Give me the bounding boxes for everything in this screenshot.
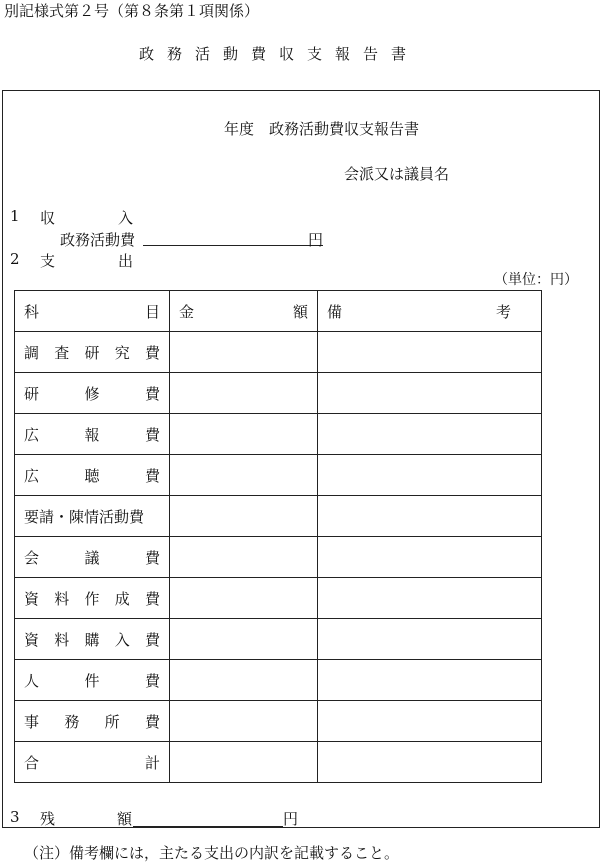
footnote: （注）備考欄には，主たる支出の内訳を記載すること。 bbox=[24, 844, 400, 862]
label-char: 成 bbox=[114, 589, 130, 608]
label-char: 修 bbox=[84, 384, 100, 403]
faction-or-member-label: 会派又は議員名 bbox=[344, 165, 450, 183]
income-section-label-1: 収 bbox=[40, 209, 56, 227]
table-row bbox=[15, 537, 542, 578]
income-item-label: 政務活動費 bbox=[60, 231, 136, 249]
label-char: 購 bbox=[84, 630, 100, 649]
label-char: 料 bbox=[54, 630, 70, 649]
amount-cell[interactable] bbox=[170, 619, 318, 660]
amount-cell[interactable] bbox=[170, 496, 318, 537]
label-char: 所 bbox=[104, 712, 120, 731]
table-row bbox=[15, 619, 542, 660]
label-char: 費 bbox=[144, 589, 160, 608]
expense-section-label-1: 支 bbox=[40, 252, 56, 270]
header-subject bbox=[15, 291, 170, 332]
label-char: 入 bbox=[114, 630, 130, 649]
table-row bbox=[15, 742, 542, 783]
label-char: 聴 bbox=[84, 466, 100, 485]
balance-section-label-2: 額 bbox=[117, 810, 133, 828]
label-char: 査 bbox=[54, 343, 70, 362]
form-reference: 別記様式第２号（第８条第１項関係） bbox=[4, 2, 260, 20]
label-char: 科 bbox=[24, 302, 40, 321]
expense-item-label bbox=[15, 537, 170, 578]
table-header-row bbox=[15, 291, 542, 332]
remarks-cell[interactable] bbox=[318, 332, 542, 373]
header-amount bbox=[170, 291, 318, 332]
amount-cell[interactable] bbox=[170, 373, 318, 414]
table-row bbox=[15, 660, 542, 701]
label-char: 費 bbox=[144, 343, 160, 362]
expense-item-label bbox=[15, 619, 170, 660]
expense-table bbox=[14, 290, 542, 783]
label-char: 議 bbox=[84, 548, 100, 567]
report-heading: 年度 政務活動費収支報告書 bbox=[224, 120, 420, 138]
income-unit: 円 bbox=[308, 231, 324, 249]
remarks-cell[interactable] bbox=[318, 660, 542, 701]
table-row bbox=[15, 701, 542, 742]
label-char: 合 bbox=[24, 753, 40, 772]
expense-item-label bbox=[15, 373, 170, 414]
table-row bbox=[15, 373, 542, 414]
label-char: 広 bbox=[24, 466, 40, 485]
label-char: 目 bbox=[144, 302, 160, 321]
label-char: 計 bbox=[144, 753, 160, 772]
label-char: 報 bbox=[84, 425, 100, 444]
label-char: 資 bbox=[24, 589, 40, 608]
expense-section-label-2: 出 bbox=[118, 252, 134, 270]
label-char: 費 bbox=[144, 384, 160, 403]
table-row bbox=[15, 332, 542, 373]
balance-amount-field[interactable] bbox=[133, 826, 283, 827]
label-char: 備 bbox=[327, 302, 343, 321]
label-char: 額 bbox=[292, 302, 308, 321]
remarks-cell[interactable] bbox=[318, 742, 542, 783]
table-row bbox=[15, 455, 542, 496]
expense-item-label bbox=[15, 414, 170, 455]
remarks-cell[interactable] bbox=[318, 701, 542, 742]
remarks-cell[interactable] bbox=[318, 455, 542, 496]
label-char: 広 bbox=[24, 425, 40, 444]
amount-cell[interactable] bbox=[170, 660, 318, 701]
amount-cell[interactable] bbox=[170, 455, 318, 496]
expense-section-number: 2 bbox=[10, 250, 20, 268]
label-char: 会 bbox=[24, 548, 40, 567]
amount-cell[interactable] bbox=[170, 742, 318, 783]
income-section-label-2: 入 bbox=[118, 209, 134, 227]
expense-item-label bbox=[15, 332, 170, 373]
label-char: 研 bbox=[84, 343, 100, 362]
expense-item-label bbox=[15, 455, 170, 496]
remarks-cell[interactable] bbox=[318, 496, 542, 537]
table-row bbox=[15, 496, 542, 537]
balance-unit: 円 bbox=[283, 810, 299, 828]
label-char: 人 bbox=[24, 671, 40, 690]
label-char: 要請・陳情活動費 bbox=[24, 507, 145, 526]
table-row bbox=[15, 414, 542, 455]
label-char: 費 bbox=[144, 466, 160, 485]
label-char: 調 bbox=[24, 343, 40, 362]
unit-note: （単位：円） bbox=[494, 272, 578, 288]
label-char: 研 bbox=[24, 384, 40, 403]
balance-section-number: 3 bbox=[10, 808, 20, 826]
label-char: 事 bbox=[24, 712, 40, 731]
amount-cell[interactable] bbox=[170, 701, 318, 742]
label-char: 金 bbox=[179, 302, 195, 321]
remarks-cell[interactable] bbox=[318, 619, 542, 660]
amount-cell[interactable] bbox=[170, 414, 318, 455]
remarks-cell[interactable] bbox=[318, 414, 542, 455]
expense-item-label bbox=[15, 742, 170, 783]
label-char: 費 bbox=[144, 712, 160, 731]
amount-cell[interactable] bbox=[170, 332, 318, 373]
header-remarks bbox=[318, 291, 542, 332]
expense-item-label bbox=[15, 496, 170, 537]
expense-item-label bbox=[15, 701, 170, 742]
label-char: 究 bbox=[114, 343, 130, 362]
label-char: 費 bbox=[144, 425, 160, 444]
expense-item-label bbox=[15, 660, 170, 701]
income-section-number: 1 bbox=[10, 207, 20, 225]
remarks-cell[interactable] bbox=[318, 537, 542, 578]
remarks-cell[interactable] bbox=[318, 373, 542, 414]
balance-section-label-1: 残 bbox=[40, 810, 56, 828]
table-row bbox=[15, 578, 542, 619]
income-amount-field[interactable] bbox=[143, 245, 323, 246]
expense-item-label bbox=[15, 578, 170, 619]
label-char: 料 bbox=[54, 589, 70, 608]
amount-cell[interactable] bbox=[170, 537, 318, 578]
remarks-cell[interactable] bbox=[318, 578, 542, 619]
label-char: 費 bbox=[144, 548, 160, 567]
label-char: 務 bbox=[64, 712, 80, 731]
amount-cell[interactable] bbox=[170, 578, 318, 619]
document-title: 政務活動費収支報告書 bbox=[139, 45, 420, 63]
label-char: 資 bbox=[24, 630, 40, 649]
label-char: 費 bbox=[144, 630, 160, 649]
label-char: 件 bbox=[84, 671, 100, 690]
label-char: 考 bbox=[495, 302, 511, 321]
label-char: 費 bbox=[144, 671, 160, 690]
label-char: 作 bbox=[84, 589, 100, 608]
